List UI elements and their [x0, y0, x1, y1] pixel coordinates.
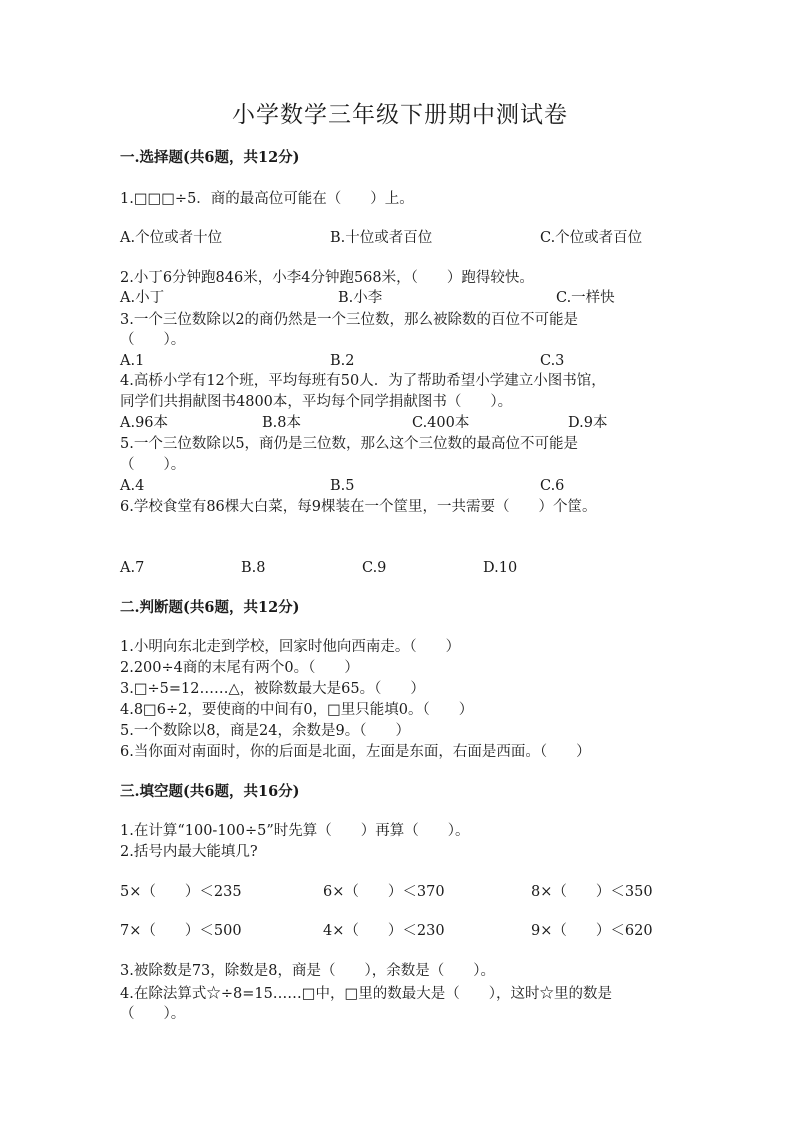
- s1-q3-option-a: A.1: [120, 353, 145, 369]
- s1-q6: 6.学校食堂有86棵大白菜，每9棵装在一个筐里，一共需要（ ）个筐。: [120, 499, 597, 515]
- s1-q5-option-b: B.5: [330, 478, 355, 494]
- s3-q2: 2.括号内最大能填几?: [120, 844, 258, 860]
- s1-q3-line2: （ ）。: [120, 332, 186, 348]
- s1-q6-option-a: A.7: [120, 560, 145, 576]
- s1-q4-option-b: B.8本: [262, 415, 301, 431]
- s1-q1-option-a: A.个位或者十位: [120, 230, 223, 246]
- s2-item-1: 1.小明向东北走到学校，回家时他向西南走。（ ）: [120, 639, 461, 655]
- s1-q1-option-b: B.十位或者百位: [330, 230, 433, 246]
- s1-q2-option-c: C.一样快: [556, 290, 615, 306]
- s2-item-5: 5.一个数除以8，商是24，余数是9。（ ）: [120, 723, 410, 739]
- s1-q6-option-b: B.8: [241, 560, 266, 576]
- s1-q5-option-a: A.4: [120, 478, 145, 494]
- s1-q3-line1: 3.一个三位数除以2的商仍然是一个三位数，那么被除数的百位不可能是: [120, 312, 579, 328]
- s1-q4-line2: 同学们共捐献图书4800本，平均每个同学捐献图书（ ）。: [120, 394, 513, 410]
- s3-q2-r2-c1: 7×（ ）＜500: [120, 923, 242, 939]
- s3-q4-line2: （ ）。: [120, 1006, 186, 1022]
- s1-q3-option-b: B.2: [330, 353, 355, 369]
- s2-item-6: 6.当你面对南面时，你的后面是北面，左面是东面，右面是西面。（ ）: [120, 744, 591, 760]
- s1-q6-option-c: C.9: [362, 560, 387, 576]
- s1-q4-line1: 4.高桥小学有12个班，平均每班有50人．为了帮助希望小学建立小图书馆，: [120, 373, 606, 389]
- section-3-heading: 三.填空题(共6题，共16分): [120, 783, 300, 800]
- page-title: 小学数学三年级下册期中测试卷: [232, 102, 568, 128]
- s2-item-4: 4.8□6÷2，要使商的中间有0，□里只能填0。（ ）: [120, 702, 474, 718]
- s1-q1: 1.□□□÷5．商的最高位可能在（ ）上。: [120, 191, 414, 207]
- s1-q5-option-c: C.6: [540, 478, 565, 494]
- s3-q2-r2-c3: 9×（ ）＜620: [531, 923, 653, 939]
- section-2-heading: 二.判断题(共6题，共12分): [120, 599, 300, 616]
- s2-item-2: 2.200÷4商的末尾有两个0。（ ）: [120, 660, 359, 676]
- s3-q2-r1-c3: 8×（ ）＜350: [531, 884, 653, 900]
- s1-q2: 2.小丁6分钟跑846米，小李4分钟跑568米，（ ）跑得较快。: [120, 270, 534, 286]
- s1-q5-line1: 5.一个三位数除以5，商仍是三位数，那么这个三位数的最高位不可能是: [120, 436, 579, 452]
- s1-q4-option-d: D.9本: [568, 415, 608, 431]
- s1-q5-line2: （ ）。: [120, 457, 186, 473]
- s1-q1-option-c: C.个位或者百位: [540, 230, 643, 246]
- s1-q4-option-a: A.96本: [120, 415, 169, 431]
- s3-q2-r2-c2: 4×（ ）＜230: [323, 923, 445, 939]
- s3-q2-r1-c1: 5×（ ）＜235: [120, 884, 242, 900]
- s1-q2-option-b: B.小李: [338, 290, 383, 306]
- s2-item-3: 3.□÷5=12……△，被除数最大是65。（ ）: [120, 681, 425, 697]
- s1-q4-option-c: C.400本: [412, 415, 470, 431]
- s3-q3: 3.被除数是73，除数是8，商是（ ），余数是（ ）。: [120, 963, 496, 979]
- section-1-heading: 一.选择题(共6题，共12分): [120, 149, 300, 166]
- s3-q2-r1-c2: 6×（ ）＜370: [323, 884, 445, 900]
- s1-q6-option-d: D.10: [483, 560, 518, 576]
- s3-q1: 1.在计算“100-100÷5”时先算（ ）再算（ ）。: [120, 823, 470, 839]
- s1-q2-option-a: A.小丁: [120, 290, 165, 306]
- s3-q4-line1: 4.在除法算式☆÷8=15……□中，□里的数最大是（ ），这时☆里的数是: [120, 986, 612, 1002]
- s1-q3-option-c: C.3: [540, 353, 565, 369]
